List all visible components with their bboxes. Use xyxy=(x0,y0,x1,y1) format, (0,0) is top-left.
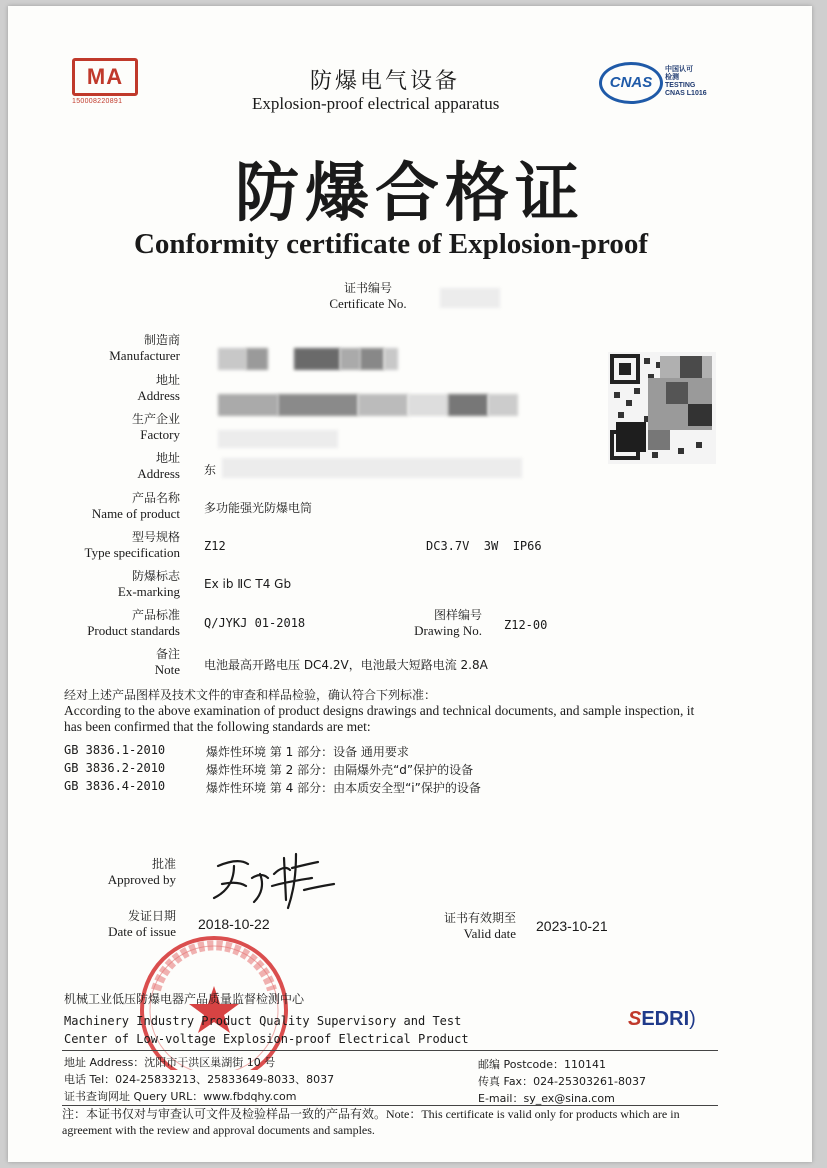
ma-number: 150008220891 xyxy=(72,98,123,105)
footnote: 注：本证书仅对与审查认可文件及检验样品一致的产品有效。Note：This certificate is valid only for products which are in agreement with the review and approval documents and samples. xyxy=(62,1107,680,1137)
product-name-label xyxy=(68,490,180,522)
cnas-mark: CNAS xyxy=(599,62,663,104)
cnas-text xyxy=(665,66,735,98)
type-spec-model: Z12 xyxy=(204,539,226,553)
standard-desc-3: 爆炸性环境 第 4 部分：由本质安全型“i”保护的设备 xyxy=(206,781,481,795)
note-label xyxy=(68,646,180,678)
type-spec-rating: DC3.7V 3W IP66 xyxy=(426,539,542,553)
factory-address-label-cn: 地址 xyxy=(155,451,180,465)
organization-name-cn: 机械工业低压防爆电器产品质量监督检测中心 xyxy=(64,992,305,1006)
approved-by-label xyxy=(68,856,176,888)
factory-address-redacted xyxy=(222,458,522,478)
qr-code xyxy=(608,352,716,464)
contact-postcode: 邮编 Postcode：110141 xyxy=(478,1058,607,1071)
manufacturer-label-en: Manufacturer xyxy=(109,348,180,363)
valid-date-label xyxy=(412,910,516,942)
ex-marking-label-cn: 防爆标志 xyxy=(131,569,180,583)
certificate-no-label-cn: 证书编号 xyxy=(343,281,392,295)
factory-address-label-en: Address xyxy=(137,466,180,481)
factory-address-label xyxy=(68,450,180,482)
date-of-issue-label-cn: 发证日期 xyxy=(127,909,176,923)
standard-code-3: GB 3836.4-2010 xyxy=(64,779,166,793)
drawing-no-label xyxy=(396,607,482,639)
statement-en: According to the above examination of product designs drawings and technical documents, and sample inspection, it has been confirmed that the following standards are met: xyxy=(64,703,695,734)
note-value: 电池最高开路电压 DC4.2V，电池最大短路电流 2.8A xyxy=(204,658,488,672)
product-name-label-cn: 产品名称 xyxy=(131,491,180,505)
manufacturer-address-label xyxy=(68,372,180,404)
valid-date-value: 2023-10-21 xyxy=(536,918,608,934)
certificate-no-redacted xyxy=(440,288,500,308)
ex-marking-label-en: Ex-marking xyxy=(117,584,180,599)
manufacturer-address-label-en: Address xyxy=(137,388,180,403)
statement-cn: 经对上述产品图样及技术文件的审查和样品检验，确认符合下列标准： xyxy=(64,688,437,702)
header-title-cn: 防爆电气设备 xyxy=(310,69,461,94)
drawing-no-label-en: Drawing No. xyxy=(414,623,482,638)
certificate-page xyxy=(8,6,812,1162)
date-of-issue-label-en: Date of issue xyxy=(108,924,176,939)
product-standards-label-cn: 产品标准 xyxy=(131,608,180,622)
cnas-text-4: CNAS L1016 xyxy=(665,90,707,97)
valid-date-label-cn: 证书有效期至 xyxy=(443,911,516,925)
contact-address: 地址 Address：沈阳市于洪区巢湖街 10 号 xyxy=(64,1056,276,1069)
type-spec-label-en: Type specification xyxy=(84,545,180,560)
certificate-no-label-en: Certificate No. xyxy=(329,296,407,311)
standard-desc-2: 爆炸性环境 第 2 部分：由隔爆外壳“d”保护的设备 xyxy=(206,763,474,777)
standard-desc-1: 爆炸性环境 第 1 部分：设备 通用要求 xyxy=(206,745,409,759)
standard-code-1: GB 3836.1-2010 xyxy=(64,743,166,757)
edri-logo xyxy=(628,1008,696,1031)
ex-marking-value: Ex ib ⅡC T4 Gb xyxy=(204,577,292,591)
factory-label xyxy=(68,411,180,443)
standard-code-2: GB 3836.2-2010 xyxy=(64,761,166,775)
factory-label-cn: 生产企业 xyxy=(131,412,180,426)
contact-fax: 传真 Fax：024-25303261-8037 xyxy=(478,1075,646,1088)
manufacturer-address-label-cn: 地址 xyxy=(155,373,180,387)
note-label-cn: 备注 xyxy=(155,647,180,661)
header-title-en: Explosion-proof electrical apparatus xyxy=(252,94,500,113)
ma-logo xyxy=(72,58,136,105)
type-spec-label xyxy=(68,529,180,561)
organization-name-en-1: Machinery Industry Product Quality Supervisory and Test xyxy=(64,1014,462,1028)
manufacturer-redacted xyxy=(218,348,398,370)
approved-by-label-cn: 批准 xyxy=(151,857,176,871)
signature xyxy=(208,844,348,916)
drawing-no-label-cn: 图样编号 xyxy=(433,608,482,622)
product-standards-label xyxy=(68,607,180,639)
product-name-label-en: Name of product xyxy=(91,506,180,521)
cnas-text-1: 中国认可 xyxy=(665,66,693,73)
valid-date-label-en: Valid date xyxy=(463,926,516,941)
cnas-text-3: TESTING xyxy=(665,82,696,89)
contact-email: E-mail：sy_ex@sina.com xyxy=(478,1092,615,1105)
certificate-no-label xyxy=(308,280,428,312)
contact-query-url: 证书查询网址 Query URL：www.fbdqhy.com xyxy=(64,1090,297,1103)
edri-logo-text: EDRI xyxy=(641,1008,690,1030)
manufacturer-label-cn: 制造商 xyxy=(143,333,180,347)
cnas-logo xyxy=(599,62,707,104)
date-of-issue-value: 2018-10-22 xyxy=(198,916,270,932)
certificate-title-cn: 防爆合格证 xyxy=(235,157,585,231)
certificate-title-en: Conformity certificate of Explosion-proof xyxy=(133,228,649,260)
manufacturer-label xyxy=(68,332,180,364)
edri-logo-arc: ) xyxy=(689,1008,696,1030)
ma-mark: MA xyxy=(72,58,138,96)
type-spec-label-cn: 型号规格 xyxy=(131,530,180,544)
divider-top xyxy=(62,1050,718,1051)
product-name-value: 多功能强光防爆电筒 xyxy=(204,501,313,515)
factory-redacted xyxy=(218,430,338,448)
drawing-no-value: Z12-00 xyxy=(504,618,548,632)
manufacturer-address-redacted xyxy=(218,394,518,416)
note-label-en: Note xyxy=(154,662,180,677)
approved-by-label-en: Approved by xyxy=(107,872,176,887)
contact-tel: 电话 Tel：024-25833213、25833649-8033、8037 xyxy=(64,1073,335,1086)
ex-marking-label xyxy=(68,568,180,600)
organization-name-en-2: Center of Low-voltage Explosion-proof Electrical Product xyxy=(64,1032,469,1046)
cnas-text-2: 检测 xyxy=(665,74,679,81)
factory-address-value: 东 xyxy=(204,463,217,477)
product-standards-label-en: Product standards xyxy=(87,623,180,638)
factory-label-en: Factory xyxy=(140,427,180,442)
product-standards-value: Q/JYKJ 01-2018 xyxy=(204,616,306,630)
edri-logo-mark: S xyxy=(628,1008,642,1030)
